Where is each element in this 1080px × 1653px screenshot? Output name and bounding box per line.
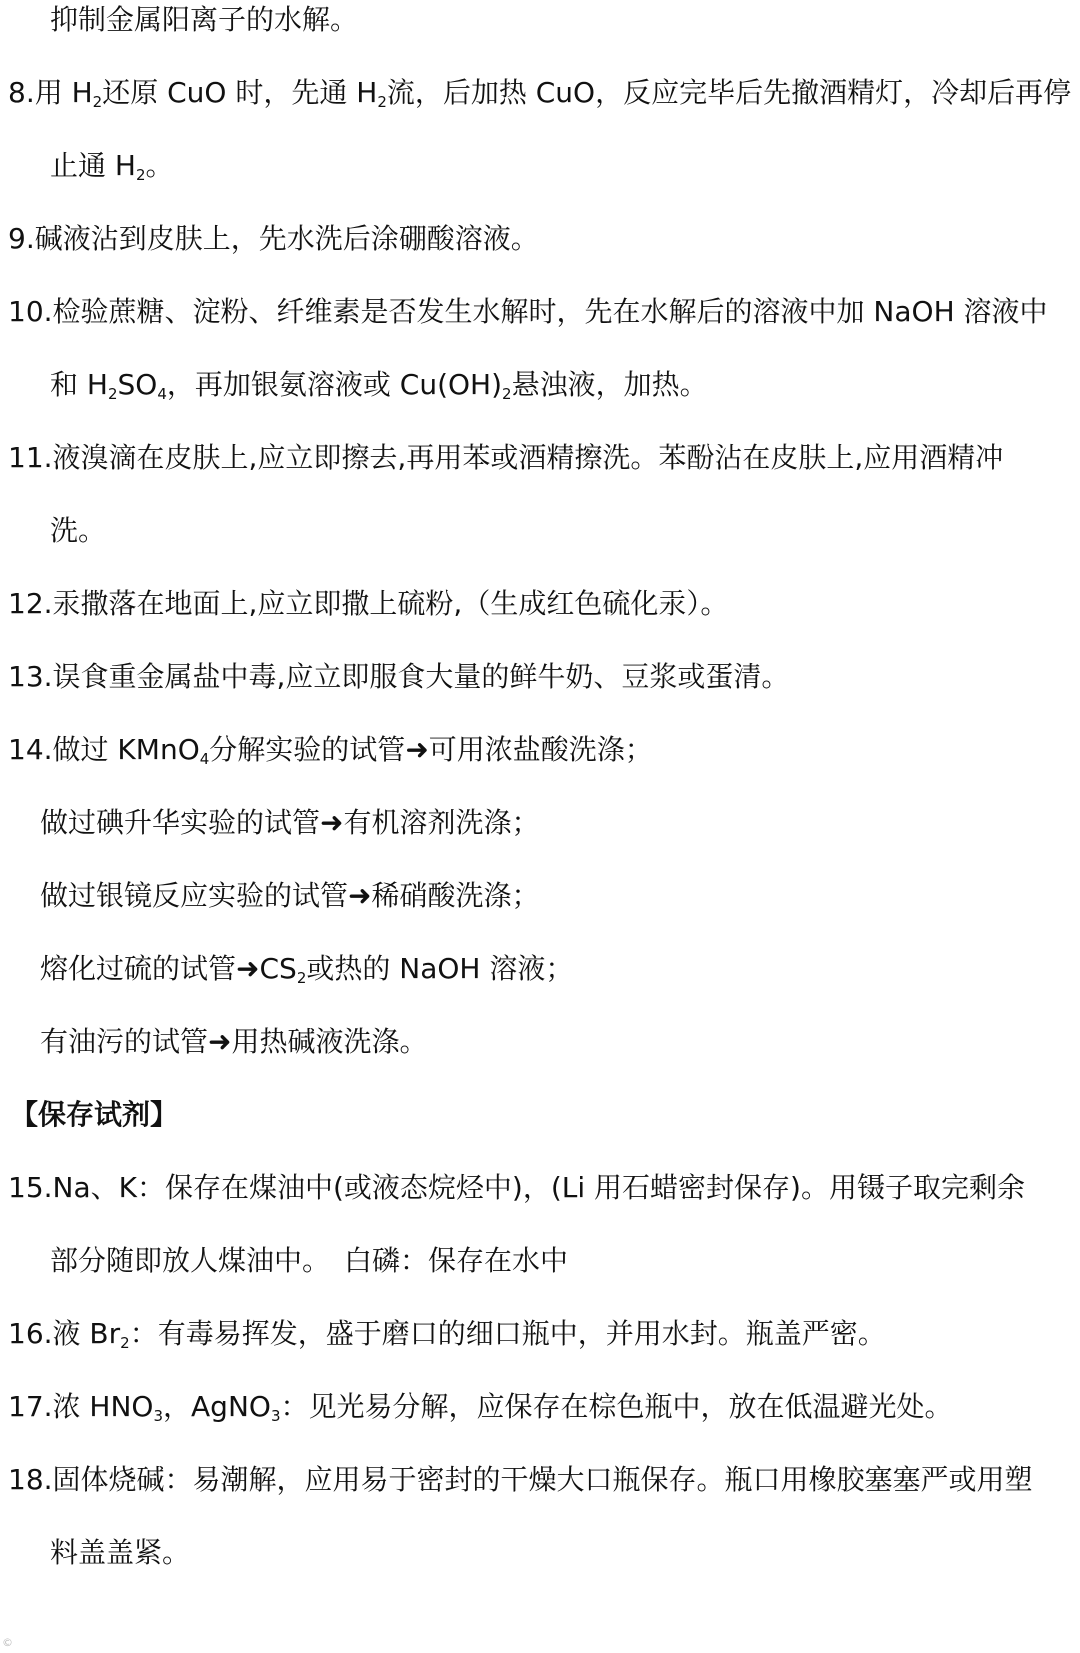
text: 或热的 NaOH 溶液；: [306, 952, 574, 985]
text: 15.Na、K：保存在煤油中(或液态烷烃中)，(Li 用石蜡密封保存)。用镊子取完剩余: [8, 1171, 1025, 1204]
arrow-icon: ➜: [348, 879, 372, 912]
text: 还原 CuO 时，先通 H: [102, 76, 378, 109]
item-11-line-1: [8, 438, 1080, 478]
item-14-line-4: [40, 949, 1080, 989]
heading-text: 【保存试剂】: [10, 1098, 179, 1131]
item-16: [8, 1314, 1080, 1354]
text: ：有毒易挥发，盛于磨口的细口瓶中，并用水封。瓶盖严密。: [129, 1317, 886, 1350]
text: 10.检验蔗糖、淀粉、纤维素是否发生水解时，先在水解后的溶液中加 NaOH 溶液中: [8, 295, 1048, 328]
item-14-line-1: [8, 730, 1080, 770]
text: 部分随即放人煤油中。 白磷：保存在水中: [50, 1244, 569, 1277]
item-12: [8, 584, 1080, 624]
text: 稀硝酸洗涤；: [371, 879, 540, 912]
text: ，AgNO: [163, 1390, 271, 1423]
subscript: 4: [199, 750, 210, 768]
text: 止通 H: [50, 149, 136, 182]
text: 和 H: [50, 368, 108, 401]
text: 13.误食重金属盐中毒,应立即服食大量的鲜牛奶、豆浆或蛋清。: [8, 660, 790, 693]
watermark-text: ©: [2, 1636, 13, 1649]
subscript: 2: [107, 385, 118, 403]
text: 料盖盖紧。: [50, 1536, 191, 1569]
arrow-icon: ➜: [208, 1025, 232, 1058]
text: 18.固体烧碱：易潮解，应用易于密封的干燥大口瓶保存。瓶口用橡胶塞塞严或用塑: [8, 1463, 1033, 1496]
arrow-icon: ➜: [320, 806, 344, 839]
subscript: 3: [153, 1407, 164, 1425]
text: ，再加银氨溶液或 Cu(OH): [166, 368, 503, 401]
arrow-icon: ➜: [236, 952, 260, 985]
subscript: 2: [92, 93, 103, 111]
subscript: 2: [502, 385, 512, 403]
text: 用热碱液洗涤。: [231, 1025, 428, 1058]
text: SO: [117, 368, 158, 401]
subscript: 2: [377, 93, 387, 111]
subscript: 2: [296, 969, 307, 987]
arrow-icon: ➜: [405, 733, 429, 766]
watermark: [2, 1636, 13, 1650]
text: 做过银镜反应实验的试管: [40, 879, 349, 912]
text: 熔化过硫的试管: [40, 952, 237, 985]
item-18-line-2: [50, 1533, 1080, 1573]
text: 11.液溴滴在皮肤上,应立即擦去,再用苯或酒精擦洗。苯酚沾在皮肤上,应用酒精冲: [8, 441, 1004, 474]
text: 洗。: [50, 514, 107, 547]
item-8-line-2: [50, 146, 1080, 186]
text: 8.用 H: [8, 76, 93, 109]
item-10-line-2: [50, 365, 1080, 405]
text: 悬浊液，加热。: [511, 368, 708, 401]
item-15-line-2: [50, 1241, 1080, 1281]
item-10-line-1: [8, 292, 1080, 332]
text: 有油污的试管: [40, 1025, 209, 1058]
item-17: [8, 1387, 1080, 1427]
text: 14.做过 KMnO: [8, 733, 200, 766]
text: ：见光易分解，应保存在棕色瓶中，放在低温避光处。: [280, 1390, 953, 1423]
item-14-line-2: [40, 803, 1080, 843]
item-11-line-2: [50, 511, 1080, 551]
text-line: [50, 0, 1080, 40]
item-14-line-5: [40, 1022, 1080, 1062]
item-9: [8, 219, 1080, 259]
text: 做过碘升华实验的试管: [40, 806, 321, 839]
text: 16.液 Br: [8, 1317, 121, 1350]
item-15-line-1: [8, 1168, 1080, 1208]
text: 抑制金属阳离子的水解。: [50, 3, 359, 36]
text: CS: [259, 952, 297, 985]
subscript: 3: [270, 1407, 281, 1425]
section-heading: [10, 1095, 1080, 1135]
text: 。: [145, 149, 174, 182]
text: 可用浓盐酸洗涤；: [428, 733, 653, 766]
subscript: 2: [120, 1334, 130, 1352]
item-18-line-1: [8, 1460, 1080, 1500]
item-13: [8, 657, 1080, 697]
text: 分解实验的试管: [209, 733, 406, 766]
text: 流，后加热 CuO，反应完毕后先撤酒精灯，冷却后再停: [386, 76, 1072, 109]
item-8-line-1: [8, 73, 1080, 113]
text: 9.碱液沾到皮肤上，先水洗后涂硼酸溶液。: [8, 222, 539, 255]
subscript: 4: [157, 385, 167, 403]
text: 有机溶剂洗涤；: [343, 806, 540, 839]
text: 17.浓 HNO: [8, 1390, 154, 1423]
item-14-line-3: [40, 876, 1080, 916]
text: 12.汞撒落在地面上,应立即撒上硫粉,（生成红色硫化汞）。: [8, 587, 729, 620]
subscript: 2: [135, 166, 146, 184]
